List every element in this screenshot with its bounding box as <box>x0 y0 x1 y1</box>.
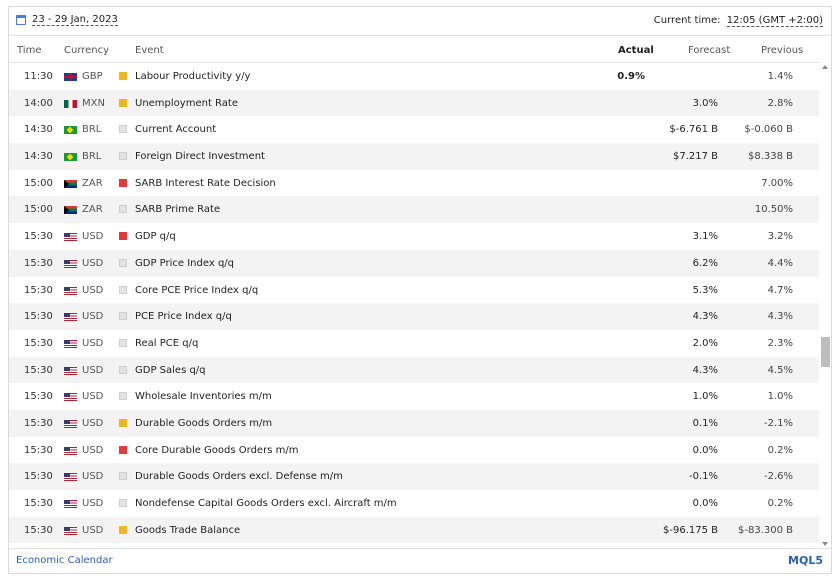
table-row[interactable] <box>9 63 819 90</box>
event-forecast: $7.217 B <box>672 151 718 163</box>
events-table <box>9 63 819 548</box>
date-range-selector[interactable] <box>16 14 118 26</box>
event-time: 15:30 <box>24 524 53 536</box>
event-forecast: 0.1% <box>692 417 718 429</box>
importance-icon <box>119 499 127 507</box>
event-forecast: 2.0% <box>692 337 718 349</box>
country-flag-icon <box>64 420 77 428</box>
event-currency: GBP <box>82 71 103 82</box>
country-flag-icon <box>64 393 77 401</box>
column-header-event: Event <box>135 45 164 56</box>
table-row[interactable] <box>9 330 819 357</box>
event-forecast: 3.1% <box>692 231 718 243</box>
event-time: 15:30 <box>24 444 53 456</box>
country-flag-icon <box>64 313 77 321</box>
event-time: 15:30 <box>24 391 53 403</box>
country-flag-icon <box>64 100 77 108</box>
economic-calendar-widget <box>8 6 832 574</box>
country-flag-icon <box>64 473 77 481</box>
column-header-previous: Previous <box>761 45 804 56</box>
current-time <box>654 15 823 26</box>
event-previous: 4.5% <box>767 364 793 376</box>
country-flag-icon <box>64 367 77 375</box>
event-currency: USD <box>82 311 104 323</box>
event-time: 15:30 <box>24 417 53 429</box>
table-row[interactable] <box>9 303 819 330</box>
event-time: 14:00 <box>24 97 53 109</box>
importance-icon <box>119 152 127 160</box>
country-flag-icon <box>64 233 77 241</box>
event-previous: -2.6% <box>763 471 793 483</box>
table-row[interactable] <box>9 410 819 437</box>
event-previous: $-0.060 B <box>744 124 793 136</box>
event-name[interactable]: Real PCE q/q <box>135 337 199 349</box>
country-flag-icon <box>64 153 77 161</box>
event-forecast: 0.0% <box>692 444 718 456</box>
event-time: 14:30 <box>24 124 53 136</box>
scroll-up-arrow-icon[interactable] <box>822 65 828 69</box>
table-header <box>9 36 819 63</box>
event-name[interactable]: Durable Goods Orders m/m <box>135 417 273 429</box>
event-previous: 4.3% <box>767 311 793 323</box>
importance-icon <box>119 259 127 267</box>
table-row[interactable] <box>9 223 819 250</box>
event-previous: 1.4% <box>767 71 793 82</box>
event-time: 15:30 <box>24 498 53 509</box>
scrollbar[interactable] <box>821 63 830 548</box>
event-name[interactable]: GDP Sales q/q <box>135 364 206 376</box>
country-flag-icon <box>64 447 77 455</box>
event-currency: USD <box>82 257 104 269</box>
event-currency: USD <box>82 391 104 403</box>
table-row[interactable] <box>9 116 819 143</box>
table-row[interactable] <box>9 250 819 277</box>
column-header-time: Time <box>17 45 42 56</box>
importance-icon <box>119 446 127 454</box>
scrollbar-thumb[interactable] <box>821 337 830 367</box>
importance-icon <box>119 419 127 427</box>
table-row[interactable] <box>9 490 819 517</box>
importance-icon <box>119 125 127 133</box>
current-time-label: Current time: <box>653 15 721 26</box>
event-currency: USD <box>82 524 104 536</box>
event-name[interactable]: Current Account <box>135 124 217 136</box>
country-flag-icon <box>64 180 77 188</box>
event-time: 14:30 <box>24 151 53 163</box>
event-name[interactable]: Labour Productivity y/y <box>135 71 251 82</box>
event-currency: ZAR <box>82 204 103 216</box>
event-currency: USD <box>82 417 104 429</box>
event-forecast: 1.0% <box>692 391 718 403</box>
event-time: 15:30 <box>24 231 53 243</box>
event-name[interactable]: Nondefense Capital Goods Orders excl. Aircraft m/m <box>135 498 397 509</box>
event-currency: USD <box>82 364 104 376</box>
event-currency: USD <box>82 444 104 456</box>
column-header-actual: Actual <box>618 45 654 56</box>
event-forecast: 4.3% <box>692 364 718 376</box>
event-previous: 0.2% <box>767 444 793 456</box>
event-currency: MXN <box>82 97 105 109</box>
event-forecast: -0.1% <box>688 471 718 483</box>
economic-calendar-link[interactable]: Economic Calendar <box>16 555 113 566</box>
event-time: 15:30 <box>24 471 53 483</box>
country-flag-icon <box>64 126 77 134</box>
event-time: 15:30 <box>24 364 53 376</box>
event-currency: USD <box>82 231 104 243</box>
event-currency: BRL <box>82 151 102 163</box>
mql5-logo[interactable]: MQL5 <box>788 554 823 567</box>
country-flag-icon <box>64 260 77 268</box>
event-time: 15:30 <box>24 257 53 269</box>
event-forecast: 3.0% <box>692 97 718 109</box>
event-forecast: 4.3% <box>692 311 718 323</box>
importance-icon <box>119 366 127 374</box>
event-time: 15:30 <box>24 284 53 296</box>
event-actual: 0.9% <box>617 71 645 82</box>
event-name[interactable]: Core Durable Goods Orders m/m <box>135 444 299 456</box>
event-currency: USD <box>82 284 104 296</box>
event-forecast: $-96.175 B <box>663 524 718 536</box>
table-row[interactable] <box>9 463 819 490</box>
event-currency: ZAR <box>82 177 103 189</box>
event-time: 15:30 <box>24 311 53 323</box>
event-name[interactable]: GDP q/q <box>135 231 176 243</box>
event-previous: 3.2% <box>767 231 793 243</box>
table-row[interactable] <box>9 277 819 304</box>
timezone-selector[interactable]: 12:05 (GMT +2:00) <box>726 15 823 26</box>
importance-icon <box>119 526 127 534</box>
event-forecast: 6.2% <box>692 257 718 269</box>
country-flag-icon <box>64 73 77 81</box>
table-row[interactable] <box>9 437 819 464</box>
event-previous: 0.2% <box>767 498 793 509</box>
event-time: 15:30 <box>24 337 53 349</box>
table-row[interactable] <box>9 90 819 117</box>
importance-icon <box>119 72 127 80</box>
event-name[interactable]: PCE Price Index q/q <box>135 311 232 323</box>
event-name[interactable]: Durable Goods Orders excl. Defense m/m <box>135 471 343 483</box>
country-flag-icon <box>64 500 77 508</box>
importance-icon <box>119 392 127 400</box>
scroll-down-arrow-icon[interactable] <box>822 542 828 546</box>
event-time: 15:00 <box>24 177 53 189</box>
table-row[interactable] <box>9 357 819 384</box>
importance-icon <box>119 179 127 187</box>
country-flag-icon <box>64 287 77 295</box>
importance-icon <box>119 205 127 213</box>
event-time: 15:00 <box>24 204 53 216</box>
event-previous: 10.50% <box>754 204 793 216</box>
widget-footer <box>9 548 831 573</box>
event-previous: 1.0% <box>767 391 793 403</box>
column-header-forecast: Forecast <box>688 45 731 56</box>
country-flag-icon <box>64 206 77 214</box>
event-currency: USD <box>82 498 104 509</box>
calendar-icon <box>16 15 26 25</box>
date-range-label[interactable]: 23 - 29 Jan, 2023 <box>32 14 118 25</box>
event-previous: -2.1% <box>763 417 793 429</box>
event-currency: USD <box>82 471 104 483</box>
event-previous: $-83.300 B <box>738 524 793 536</box>
importance-icon <box>119 339 127 347</box>
table-row[interactable] <box>9 196 819 223</box>
importance-icon <box>119 232 127 240</box>
event-name[interactable]: GDP Price Index q/q <box>135 257 235 269</box>
event-name[interactable]: Wholesale Inventories m/m <box>135 391 272 403</box>
event-previous: 7.00% <box>761 177 793 189</box>
event-name[interactable]: Unemployment Rate <box>135 97 238 109</box>
event-forecast: 5.3% <box>692 284 718 296</box>
event-currency: USD <box>82 337 104 349</box>
event-previous: 2.3% <box>767 337 793 349</box>
column-header-currency: Currency <box>64 45 110 56</box>
importance-icon <box>119 286 127 294</box>
table-row[interactable] <box>9 170 819 197</box>
event-previous: 2.8% <box>767 97 793 109</box>
event-previous: 4.7% <box>767 284 793 296</box>
importance-icon <box>119 312 127 320</box>
event-forecast: 0.0% <box>692 498 718 509</box>
event-currency: BRL <box>82 124 102 136</box>
event-previous: 4.4% <box>767 257 793 269</box>
event-name[interactable]: Foreign Direct Investment <box>135 151 265 163</box>
country-flag-icon <box>64 527 77 535</box>
event-name[interactable]: SARB Prime Rate <box>135 204 221 216</box>
table-row[interactable] <box>9 517 819 544</box>
event-time: 11:30 <box>24 71 53 82</box>
event-name[interactable]: Goods Trade Balance <box>135 524 241 536</box>
table-row[interactable] <box>9 383 819 410</box>
event-name[interactable]: SARB Interest Rate Decision <box>135 177 276 189</box>
importance-icon <box>119 99 127 107</box>
calendar-toolbar <box>9 7 831 36</box>
importance-icon <box>119 472 127 480</box>
event-forecast: $-6.761 B <box>669 124 718 136</box>
event-previous: $8.338 B <box>747 151 793 163</box>
event-name[interactable]: Core PCE Price Index q/q <box>135 284 259 296</box>
country-flag-icon <box>64 340 77 348</box>
table-row[interactable] <box>9 143 819 170</box>
